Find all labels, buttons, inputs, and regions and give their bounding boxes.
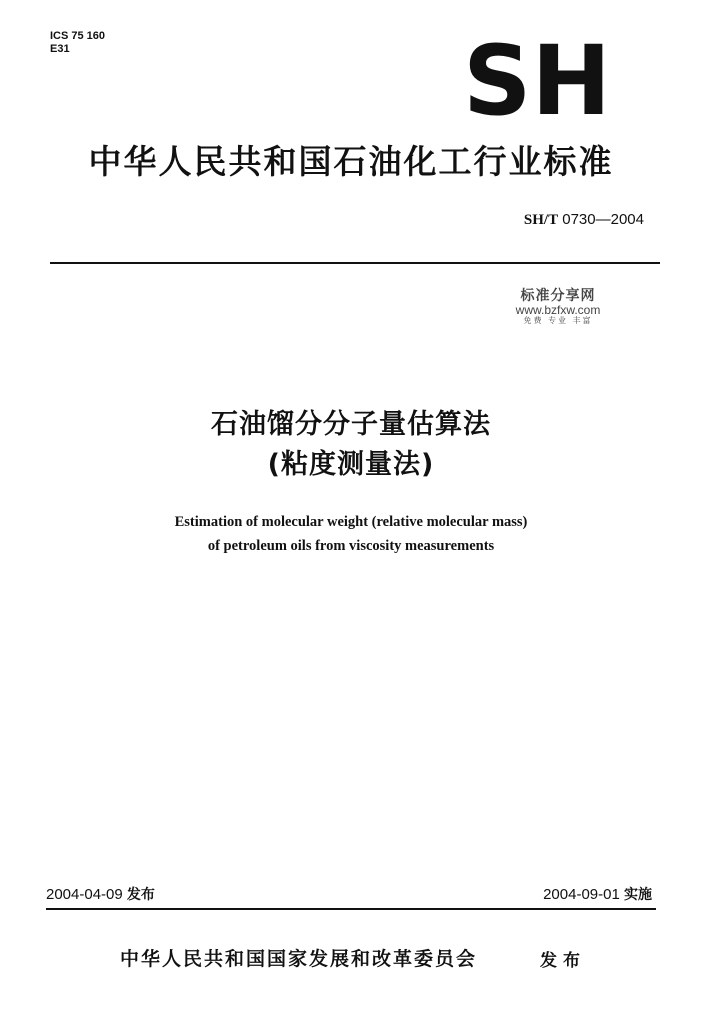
title-en-line2: of petroleum oils from viscosity measurements <box>207 538 495 554</box>
ics-code: ICS 75 160 <box>50 30 106 42</box>
implement-date-value: 2004-09-01 <box>543 886 620 903</box>
watermark-line2: www.bzfxw.com <box>515 303 601 317</box>
implement-label: 实施 <box>624 887 652 903</box>
standard-prefix: SH/T <box>523 212 559 228</box>
issuing-authority: 中华人民共和国国家发展和改革委员会 <box>120 948 478 970</box>
classification-codes <box>50 30 105 56</box>
title-en-line1: Estimation of molecular weight (relative molecular mass) <box>174 514 528 530</box>
issue-label: 发布 <box>540 951 586 971</box>
sh-logo <box>462 42 612 116</box>
footer-divider <box>46 908 656 910</box>
implement-date <box>543 884 652 904</box>
release-date <box>46 884 155 904</box>
page-title: 中华人民共和国石油化工行业标准 <box>88 142 614 181</box>
watermark-line3: 免费 专业 丰富 <box>523 316 593 325</box>
header-divider <box>50 262 660 264</box>
standard-number <box>524 211 644 229</box>
title-cn-line1: 石油馏分分子量估算法 <box>211 409 491 440</box>
ccs-code: E31 <box>50 43 70 55</box>
document-title-en <box>0 510 702 558</box>
document-title-cn <box>0 405 702 485</box>
release-date-value: 2004-04-09 <box>46 886 123 903</box>
watermark-line1: 标准分享网 <box>520 288 596 304</box>
sh-logo-text: SH <box>463 42 611 116</box>
watermark <box>508 288 608 326</box>
release-label: 发布 <box>126 887 155 903</box>
standard-code: 0730—2004 <box>562 211 644 228</box>
title-cn-line2: (粘度测量法) <box>267 449 435 480</box>
